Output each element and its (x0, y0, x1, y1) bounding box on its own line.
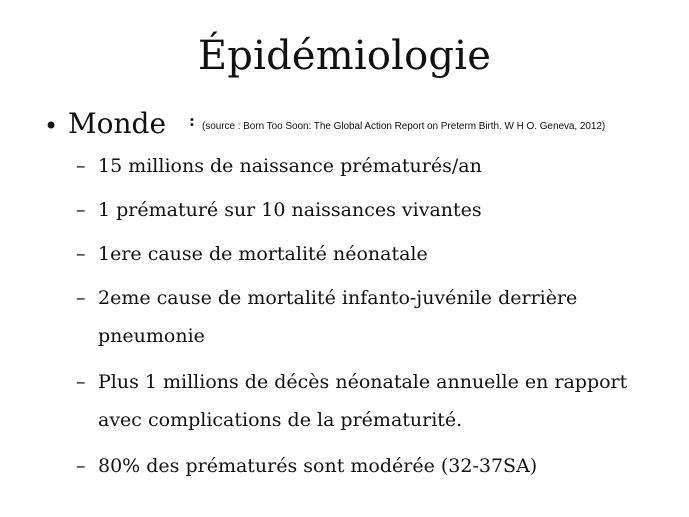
bullet-colon: : (189, 111, 195, 130)
sub-item-text: 1ere cause de mortalité néonatale (98, 243, 428, 265)
sub-item-text: 80% des prématurés sont modérée (32-37SA) (98, 455, 538, 477)
sub-item-text: Plus 1 millions de décès néonatale annuelle en rapport (98, 371, 628, 393)
sub-item-text-continued: avec complications de la prématurité. (98, 409, 463, 431)
sub-item-text: 2eme cause de mortalité infanto-juvénile derrière (98, 287, 578, 309)
dash-icon: – (76, 287, 86, 309)
sub-item (76, 191, 676, 229)
bullet-label: Monde (68, 107, 167, 140)
sub-item (76, 279, 676, 355)
sub-item (76, 447, 676, 485)
sub-item-text: 15 millions de naissance prématurés/an (98, 155, 482, 177)
dash-icon: – (76, 155, 86, 177)
sub-item-text-continued: pneumonie (98, 325, 205, 347)
dash-icon: – (76, 243, 86, 265)
sub-item (76, 147, 676, 185)
source-citation: (source : Born Too Soon: The Global Action Report on Preterm Birth. W H O. Geneva, 2012) (202, 121, 606, 132)
sub-item (76, 363, 676, 439)
dash-icon: – (76, 455, 86, 477)
dash-icon: – (76, 199, 86, 221)
dash-icon: – (76, 371, 86, 393)
slide-title: Épidémiologie (197, 33, 492, 79)
bullet-monde (40, 106, 680, 146)
sub-item (76, 235, 676, 273)
bullet-dot-icon: • (44, 112, 59, 140)
sub-item-text: 1 prématuré sur 10 naissances vivantes (98, 199, 482, 221)
